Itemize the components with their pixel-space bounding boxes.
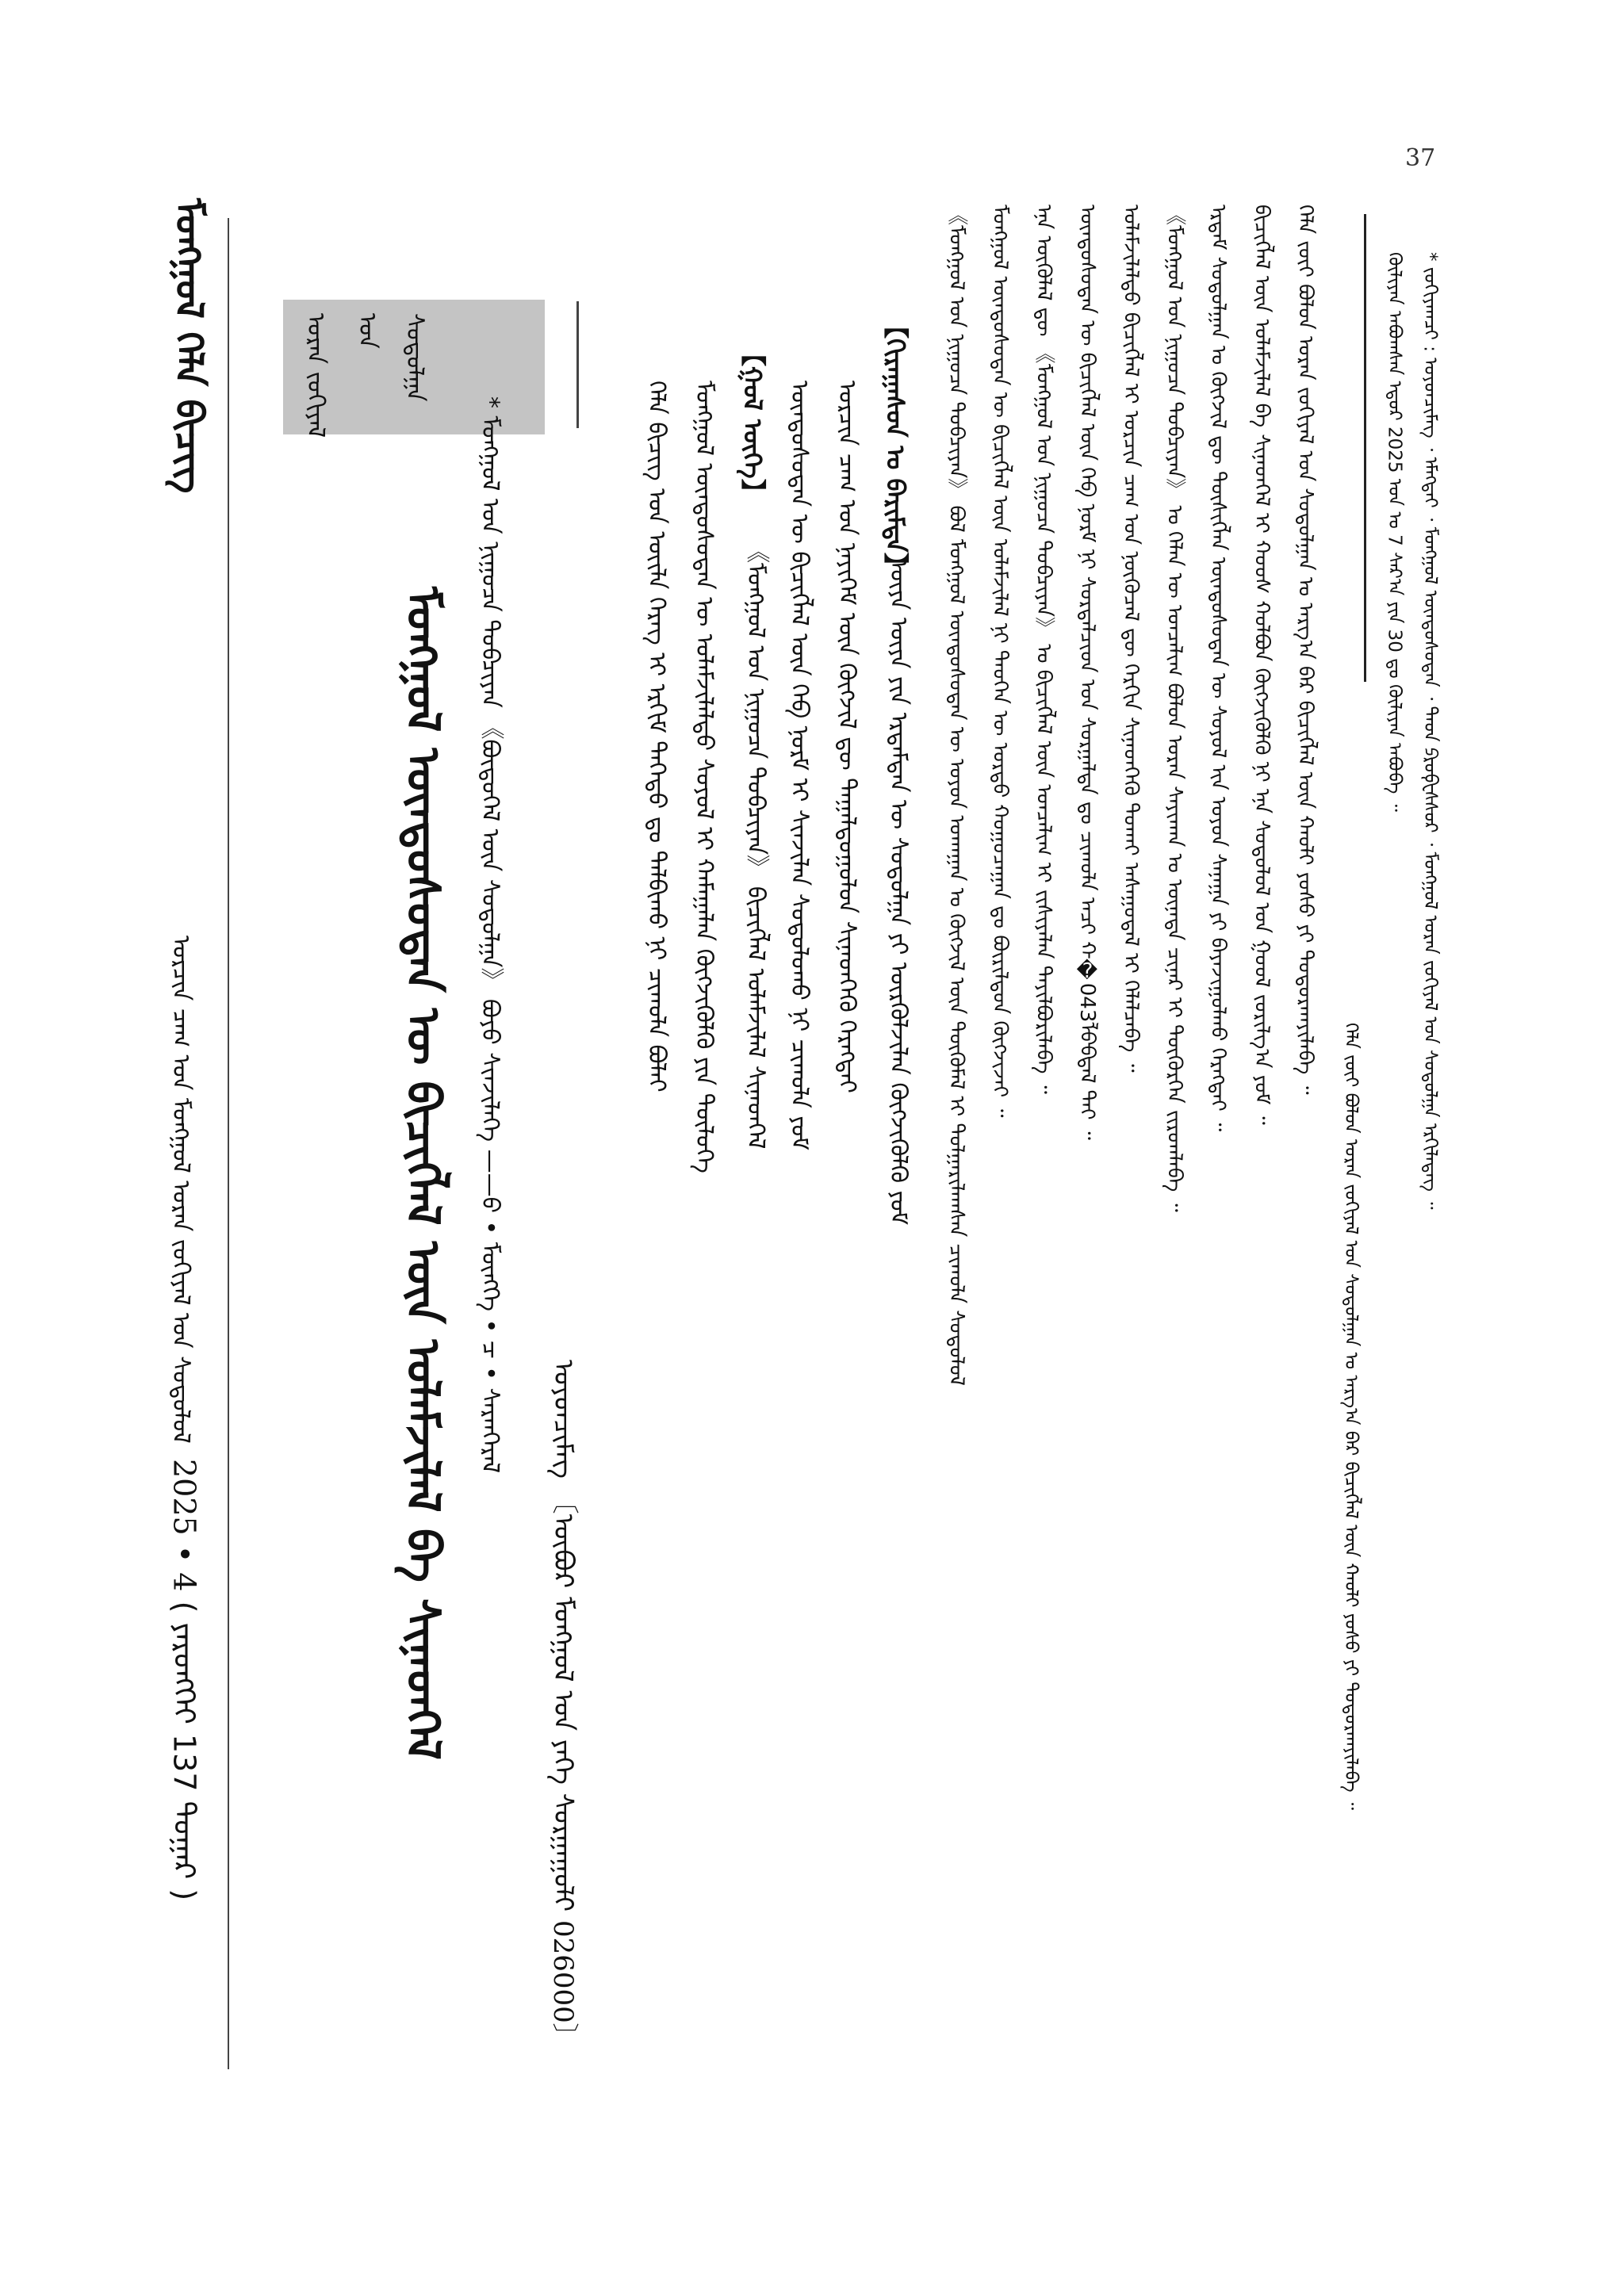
body-paragraph: ᠡᠷᠳᠡᠮ ᠰᠤᠳᠤᠯᠭᠠᠨ ᠤ ᠬᠥᠭᠵᠢᠯ ᠳᠦ ᠲᠦᠰᠢᠭᠯᠡᠨ ᠦᠨᠳᠦᠰᠦᠲᠡᠨ ᠦ ᠰᠣᠶᠣᠯ ᠢᠨ ᠣᠶᠤᠨ ᠰᠠᠨᠠᠭᠠ ᠶᠢ ᠪᠠᠶᠠᠵᠢᠭᠤᠯᠬᠤ ᠬᠡᠷᠡᠭᠲᠡᠢ ᠃ [1205, 205, 1230, 1132]
left-rule [228, 218, 229, 2069]
issue-volume: ( ᠶᠡᠷᠦᠩᠬᠡᠢ 137 ᠳᠤᠭᠠᠷ ) [167, 1601, 202, 1901]
body-paragraph: ᠮᠣᠩᠭᠣᠯ ᠦᠨᠳᠦᠰᠦᠲᠡᠨ ᠦ ᠪᠢᠴᠢᠭᠯᠡᠯ ᠦᠨ ᠤᠯᠠᠮᠵᠢᠯᠠᠯ ᠨᠢ ᠲᠡᠦᠬᠡᠨ ᠦ ᠤᠷᠲᠤ ᠬᠤᠭᠤᠴᠠᠭᠠᠨ ᠳᠤ ᠪᠦᠷᠢᠯᠳᠦᠨ ᠬᠥᠭᠵᠢᠵᠡᠢ ᠃ [987, 205, 1012, 1118]
keywords: 《ᠮᠣᠩᠭᠣᠯ ᠤᠨ ᠨᠢᠭᠤᠴᠠ ᠲᠣᠪᠴᠢᠶᠠᠨ》 ᠪᠢᠴᠢᠭᠯᠡᠯ ᠤᠯᠠᠮᠵᠢᠯᠠᠯ ᠰᠢᠨᠡᠳᠬᠡᠯ [741, 539, 770, 1150]
footnote-author: * ᠵᠣᠬᠢᠶᠠᠭᠴᠢ : ᠣᠶᠤᠨᠴᠢᠮᠡᠭ ᠂ ᠡᠮᠡᠭᠲᠡᠢ ᠂ ᠮᠣᠩᠭᠣᠯ ᠦᠨᠳᠦᠰᠦᠲᠡᠨ ᠂ ᠳᠡᠳ ᠫᠷᠣᠹᠧᠰᠰᠣᠷ ᠂ ᠮᠣᠩᠭᠣᠯ ᠤᠷᠠᠨ ᠵᠣᠬᠢᠶᠠᠯ ᠤᠨ ᠰᠤᠳᠤᠯᠭᠠ ᠡᠷᠬᠢᠯᠡᠳᠡᠭ ᠃ [1419, 252, 1441, 1210]
footnote-received: ᠬᠦᠯᠢᠶᠡᠨ ᠠᠪᠤᠭᠰᠠᠨ ᠡᠳᠦᠷ 2025 ᠣᠨ ᠤ 7 ᠰᠠᠷ᠎ᠠ ᠶᠢᠨ 30 ᠳᠤ ᠬᠦᠯᠢᠶᠡᠨ ᠠᠪᠤᠪᠠ ᠃ [1384, 252, 1405, 812]
issue-number: 2025 • 4 [167, 1459, 202, 1592]
epigraph-source: * ᠮᠣᠩᠭᠣᠯ ᠤᠨ ᠨᠢᠭᠤᠴᠠ ᠲᠣᠪᠴᠢᠶᠠᠨ 《ᠪᠦᠲᠦᠭᠡᠯ ᠦᠨ ᠰᠣᠳᠤᠯᠭᠠ》 ᠪᠤᠶᠤ ᠰᠢᠨᠵᠢᠯᠡᠭᠡ ——ᠪ • ᠮᠥᠩᠬᠡ • ᠴ • ᠰᠠᠷᠠᠨᠭᠡᠷᠡᠯ [476, 396, 504, 1474]
article-title: ᠮᠣᠩᠭᠣᠯ ᠦᠨᠳᠦᠰᠦᠲᠡᠨ ᠦ ᠪᠢᠴᠢᠭᠯᠡᠯ ᠦᠨ ᠤᠯᠠᠮᠵᠢᠯᠠᠯ ᠪᠠ ᠰᠢᠨᠡᠳᠬᠡᠯ [396, 587, 450, 1760]
author-affiliation [547, 1360, 603, 2050]
body-paragraph: ᠪᠢᠴᠢᠭᠯᠡᠯ ᠦᠨ ᠤᠯᠠᠮᠵᠢᠯᠠᠯ ᠪᠠ ᠰᠢᠨᠡᠳᠬᠡᠯ ᠢ ᠬᠣᠣᠰ ᠬᠣᠯᠪᠣᠨ ᠬᠥᠭᠵᠢᠭᠦᠯᠬᠦ ᠨᠢ ᠡᠨᠡ ᠰᠤᠳᠤᠯᠤᠯ ᠤᠨ ᠭᠣᠣᠯ ᠵᠣᠷᠢᠯᠭ᠎ᠠ ᠶᠤᠮ ᠃ [1249, 205, 1274, 1125]
body-paragraph: 《ᠮᠣᠩᠭᠣᠯ ᠤᠨ ᠨᠢᠭᠤᠴᠠ ᠲᠣᠪᠴᠢᠶᠠᠨ》 ᠪᠣᠯ ᠮᠣᠩᠭᠣᠯ ᠦᠨᠳᠦᠰᠦᠲᠡᠨ ᠦ ᠣᠶᠤᠨ ᠤᠬᠠᠭᠠᠨ ᠤ ᠬᠥᠭᠵᠢᠯ ᠦᠨ ᠲᠦᠬᠦᠮᠡᠯ ᠢ ᠲᠤᠯᠭᠠᠷᠢᠯᠠᠭᠰᠠᠨ ᠴᠢᠬᠤᠯᠠ ᠰᠤᠳᠤᠯᠤᠯ [944, 205, 968, 1387]
poem-line: ᠬᠡᠯᠡ ᠪᠢᠴᠢᠭ ᠤᠨ ᠦᠢᠯᠡ ᠬᠡᠷᠡᠭ ᠢ ᠡᠷᠬᠢᠮ ᠳᠡᠭᠡᠳᠦ ᠳᠤ ᠲᠠᠯᠪᠢᠬᠤ ᠨᠢ ᠴᠢᠬᠤᠯᠠ ᠪᠣᠯᠠᠢ [642, 381, 671, 1093]
journal-issue [167, 1459, 222, 2030]
poem-line: ᠣᠷᠴᠢᠨ ᠴᠠᠭ ᠤᠨ ᠨᠡᠶᠢᠭᠡᠮ ᠦᠨ ᠬᠥᠭᠵᠢᠯ ᠳᠦ ᠳᠠᠭᠠᠯᠳᠤᠭᠤᠯᠤᠨ ᠰᠢᠨᠡᠳᠬᠡᠬᠦ ᠬᠡᠷᠡᠭᠲᠡᠢ [833, 381, 861, 1093]
page-number: 37 [1405, 144, 1436, 172]
category-line-3: ᠰᠤᠳᠤᠯᠭᠠ [400, 313, 429, 402]
journal-title: ᠮᠣᠩᠭᠣᠯ ᠬᠡᠯᠡ ᠪᠢᠴᠢᠭ [167, 198, 212, 494]
body-paragraph: ᠦᠨᠳᠦᠰᠦᠲᠡᠨ ᠦ ᠪᠢᠴᠢᠭᠯᠡᠯ ᠦᠨ ᠬᠡᠪ ᠨᠣᠷᠮ ᠨᠢ ᠰᠤᠷᠲᠠᠯᠴᠢᠳ ᠤᠨ ᠰᠤᠷᠭᠠᠯᠲᠠ ᠳᠤ ᠴᠢᠬᠤᠯᠠ ᠠᠴᠢ ᠬ�043ᠯᠪᠪᠳᠠᠯ ᠲᠠᠢ ᠃ [1074, 205, 1099, 1140]
summary-label: 【ᠬᠢᠷᠠᠭᠠᠰᠤᠨ ᠤ ᠪᠠᠷᠢᠮᠲᠠ】 [879, 313, 910, 578]
category-line-2: ᠤᠨ [353, 313, 381, 349]
body-paragraph: ᠤᠯᠠᠮᠵᠢᠯᠠᠯᠲᠤ ᠪᠢᠴᠢᠭᠯᠡᠯ ᠢ ᠣᠷᠴᠢᠨ ᠴᠠᠭ ᠤᠨ ᠨᠥᠬᠦᠴᠡᠯ ᠳᠦ ᠬᠡᠷᠬᠢᠨ ᠰᠢᠨᠡᠳᠬᠡᠬᠦ ᠲᠤᠬᠠᠢ ᠠᠰᠠᠭᠤᠳᠠᠯ ᠢ ᠬᠡᠯᠡᠯᠴᠡᠪᠡ ᠃ [1118, 205, 1143, 1073]
keywords-label: 【ᠭᠣᠯ ᠦᠭᠡ】 [737, 341, 768, 504]
footnote-rule [1364, 214, 1366, 682]
poem-line: ᠦᠨᠳᠦᠰᠦᠲᠡᠨ ᠦ ᠪᠢᠴᠢᠭᠯᠡᠯ ᠦᠨ ᠬᠡᠪ ᠨᠣᠷᠮ ᠢ ᠰᠢᠨᠵᠢᠯᠡᠨ ᠰᠤᠳᠤᠯᠤᠬᠤ ᠨᠢ ᠴᠢᠬᠤᠯᠠ ᠶᠤᠮ [785, 381, 814, 1150]
author-name: ᠣᠶᠤᠨᠴᠢᠮᠡᠭ [547, 1360, 580, 1479]
affiliation-code: 026000〕 [547, 1919, 580, 2050]
body-paragraph: 《ᠮᠣᠩᠭᠣᠯ ᠤᠨ ᠨᠢᠭᠤᠴᠠ ᠲᠣᠪᠴᠢᠶᠠᠨ》 ᠤ ᠬᠡᠯᠡᠨ ᠦ ᠣᠨᠴᠠᠯᠢᠭ ᠪᠣᠯᠤᠨ ᠤᠷᠠᠨ ᠰᠠᠶᠢᠬᠠᠨ ᠤ ᠦᠨᠡᠲᠡ ᠴᠢᠨᠠᠷ ᠢ ᠳᠦᠭᠦᠷᠭᠡᠨ ᠵᠢᠷᠤᠭᠯᠠᠪᠠ ᠃ [1162, 205, 1186, 1212]
journal-issue-prefix: ᠣᠷᠴᠢᠨ ᠴᠠᠭ ᠤᠨ ᠮᠣᠩᠭᠣᠯ ᠤᠷᠠᠨ ᠵᠣᠬᠢᠶᠠᠯ ᠤᠨ ᠰᠤᠳᠤᠯᠤᠯ [167, 936, 195, 1444]
affiliation-text: 〔ᠦᠪᠦᠷ ᠮᠣᠩᠭᠣᠯ ᠤᠨ ᠶᠡᠬᠡ ᠰᠤᠷᠭᠠᠭᠤᠯᠢ [547, 1487, 580, 1912]
category-divider [576, 301, 579, 428]
body-paragraph: ᠬᠡᠯᠡ ᠵᠦᠢ ᠪᠣᠯᠣᠨ ᠤᠷᠠᠨ ᠵᠣᠬᠢᠶᠠᠯ ᠤᠨ ᠰᠤᠳᠤᠯᠭᠠᠨ ᠤ ᠠᠷᠭ᠎ᠠ ᠪᠠᠷ ᠪᠢᠴᠢᠭᠯᠡᠯ ᠦᠨ ᠬᠠᠤᠯᠢ ᠶᠣᠰᠣ ᠶᠢ ᠲᠣᠳᠤᠷᠬᠠᠶᠢᠯᠠᠪᠠ ᠃ [1293, 205, 1317, 1095]
poem-line: ᠮᠣᠩᠭᠣᠯ ᠦᠨᠳᠦᠰᠦᠲᠡᠨ ᠦ ᠤᠯᠠᠮᠵᠢᠯᠠᠯᠲᠤ ᠰᠣᠶᠣᠯ ᠢ ᠬᠠᠮᠠᠭᠠᠯᠠᠨ ᠬᠥᠭᠵᠢᠭᠦᠯᠬᠦ ᠶᠢᠨ ᠲᠥᠯᠦᠭᠡ [690, 381, 718, 1173]
category-line-1: ᠤᠷᠠᠨ ᠵᠣᠬᠢᠶᠠᠯ [301, 313, 330, 438]
footnote-continuation: ᠬᠡᠯᠡ ᠵᠦᠢ ᠪᠣᠯᠣᠨ ᠤᠷᠠᠨ ᠵᠣᠬᠢᠶᠠᠯ ᠤᠨ ᠰᠤᠳᠤᠯᠭᠠᠨ ᠤ ᠠᠷᠭ᠎ᠠ ᠪᠠᠷ ᠪᠢᠴᠢᠭᠯᠡᠯ ᠦᠨ ᠬᠠᠤᠯᠢ ᠶᠣᠰᠣ ᠶᠢ ᠲᠣᠳᠤᠷᠬᠠᠶᠢᠯᠠᠪᠠ ᠃ [1340, 1023, 1362, 1811]
poem-line: ᠦᠶᠡ ᠦᠶᠡ ᠶᠢᠨ ᠡᠷᠳᠡᠮᠲᠡᠨ ᠦ ᠰᠤᠳᠤᠯᠭᠠ ᠶᠢ ᠦᠷᠭᠦᠯᠵᠢᠯᠡᠨ ᠬᠥᠭᠵᠢᠭᠦᠯᠬᠦ ᠶᠤᠮ [884, 559, 913, 1226]
body-paragraph: ᠡᠨᠡ ᠥᠭᠦᠯᠡᠯ ᠳᠦ 《ᠮᠣᠩᠭᠣᠯ ᠤᠨ ᠨᠢᠭᠤᠴᠠ ᠲᠣᠪᠴᠢᠶᠠᠨ》 ᠤ ᠪᠢᠴᠢᠭᠯᠡᠯ ᠦᠨ ᠣᠨᠴᠠᠯᠢᠭ ᠢ ᠵᠢᠱᠢᠶᠡᠯᠡᠨ ᠲᠠᠶᠢᠯᠪᠤᠷᠢᠯᠠᠪᠠ ᠃ [1031, 205, 1055, 1094]
